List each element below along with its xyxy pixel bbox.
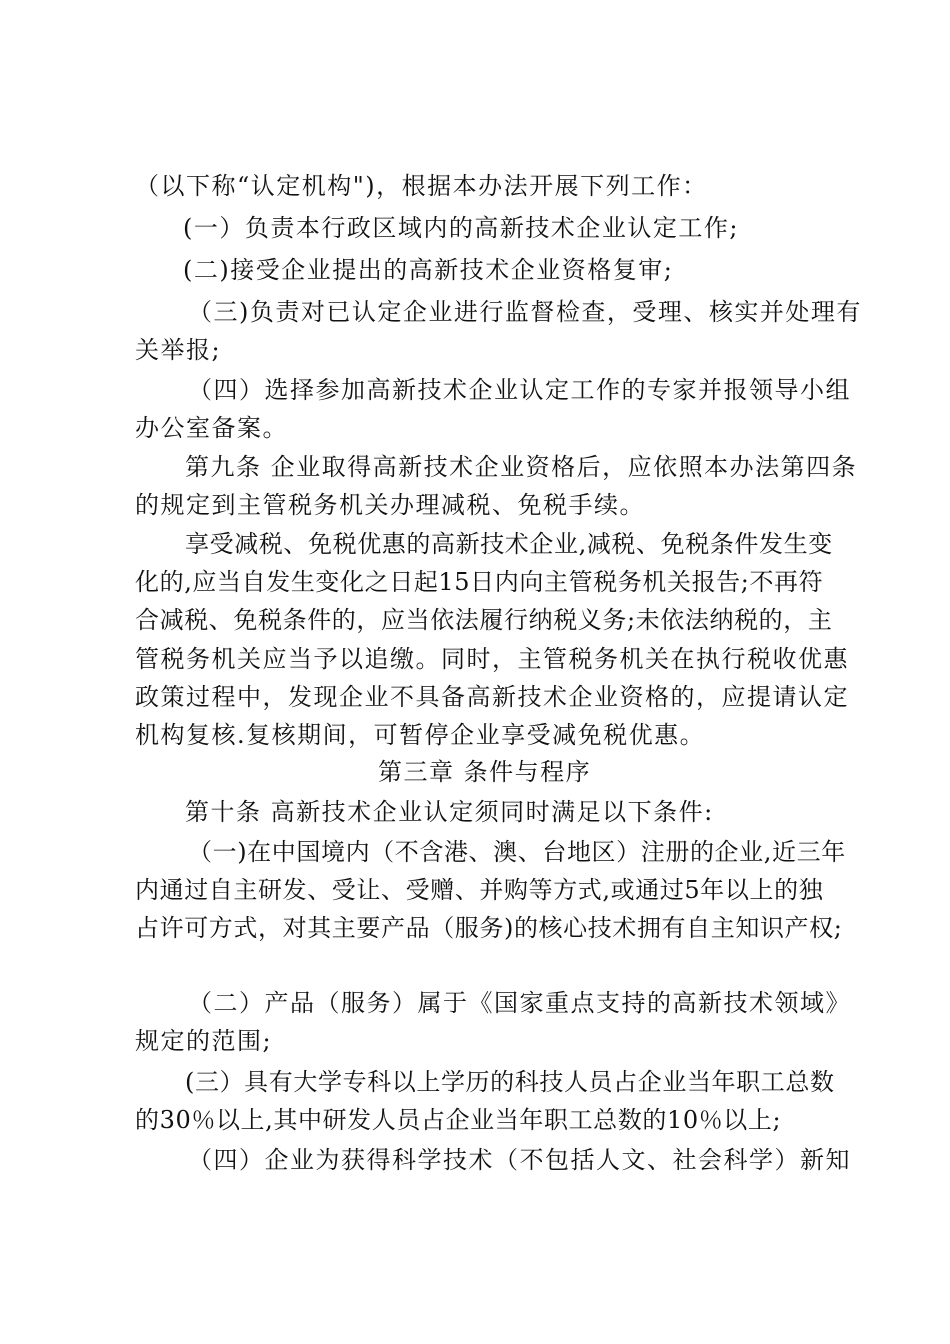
text-line: （一)在中国境内（不含港、澳、台地区）注册的企业,近三年	[188, 838, 846, 866]
text-line: 合减税、免税条件的，应当依法履行纳税义务;未依法纳税的，主	[135, 606, 833, 634]
chapter-heading: 第三章 条件与程序	[378, 758, 592, 786]
text-line: (二)接受企业提出的高新技术企业资格复审;	[183, 256, 674, 284]
text-line: （三)负责对已认定企业进行监督检查，受理、核实并处理有	[188, 298, 862, 326]
text-line: (三）具有大学专科以上学历的科技人员占企业当年职工总数	[185, 1068, 835, 1096]
text-line: （四）企业为获得科学技术（不包括人文、社会科学）新知	[188, 1146, 851, 1174]
text-line: 的30％以上,其中研发人员占企业当年职工总数的10％以上;	[135, 1106, 782, 1134]
text-line: 机构复核.复核期间，可暂停企业享受减免税优惠。	[135, 721, 706, 749]
text-line: 办公室备案。	[135, 414, 288, 442]
text-line: 享受减税、免税优惠的高新技术企业,减税、免税条件发生变	[185, 530, 833, 558]
text-line: 的规定到主管税务机关办理减税、免税手续。	[135, 491, 645, 519]
text-line: 占许可方式，对其主要产品（服务)的核心技术拥有自主知识产权;	[135, 914, 843, 942]
text-line: 管税务机关应当予以追缴。同时，主管税务机关在执行税收优惠	[135, 645, 849, 673]
text-line: （二）产品（服务）属于《国家重点支持的高新技术领域》	[188, 989, 851, 1017]
text-line: （以下称“认定机构")，根据本办法开展下列工作：	[135, 172, 708, 200]
text-line: 第九条 企业取得高新技术企业资格后，应依照本办法第四条	[185, 453, 858, 481]
text-line: 关举报;	[135, 336, 222, 364]
text-line: 规定的范围;	[135, 1027, 273, 1055]
text-line: 化的,应当自发生变化之日起15日内向主管税务机关报告;不再符	[135, 568, 824, 596]
text-line: 第十条 高新技术企业认定须同时满足以下条件:	[185, 798, 714, 826]
text-line: 政策过程中，发现企业不具备高新技术企业资格的，应提请认定	[135, 683, 849, 711]
text-line: 内通过自主研发、受让、受赠、并购等方式,或通过5年以上的独	[135, 876, 824, 904]
text-line: (一）负责本行政区域内的高新技术企业认定工作;	[183, 214, 739, 242]
text-line: （四）选择参加高新技术企业认定工作的专家并报领导小组	[188, 376, 851, 404]
